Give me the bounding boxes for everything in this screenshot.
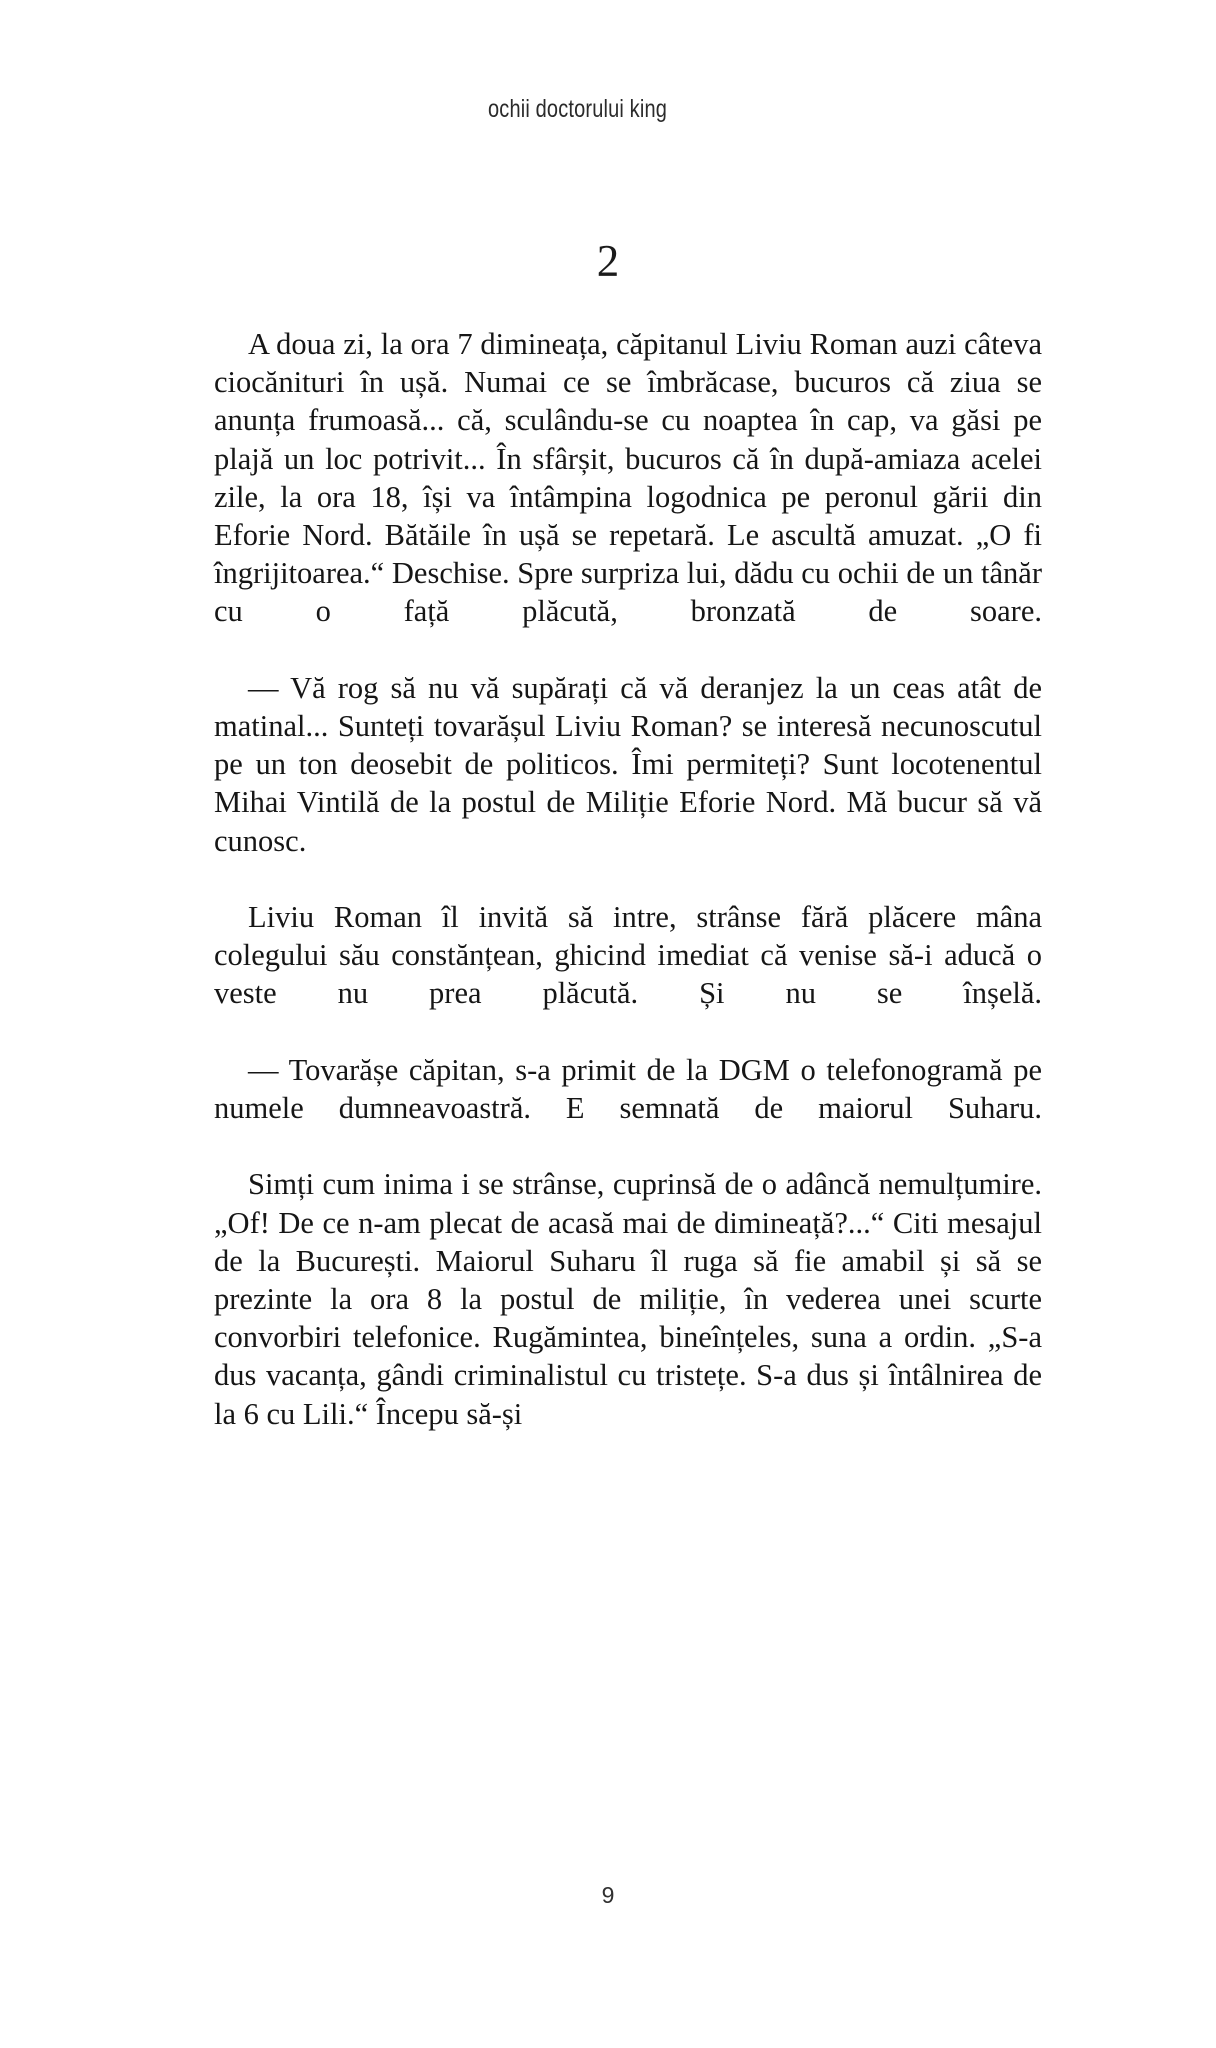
paragraph: Simți cum inima i se strânse, cuprinsă de o adâncă nemulțumire. „Of! De ce n-am plecat de acasă mai de dimineață?...“ Citi mesajul de la București. Maiorul Suharu îl ruga să fie amabil și să se prezinte la ora 8 la postul de miliție, în vederea unei scurte convorbiri telefonice. Rugămintea, bineînțeles, suna a ordin. „S-a dus vacanța, gândi criminalistul cu tristețe. S-a dus și întâlnirea de la 6 cu Lili.“ Începu să-și bbox=[214, 1167, 1042, 1431]
paragraph: — Tovarășe căpitan, s-a primit de la DGM o telefonogramă pe numele dumneavoastră. E semnată de maiorul Suharu. bbox=[214, 1052, 1042, 1126]
paragraph: — Vă rog să nu vă supărați că vă deranjez la un ceas atât de matinal... Sunteți tovarășul Liviu Roman? se interesă necunoscutul pe un ton deosebit de politicos. Îmi permiteți? Sunt locotenentul Mihai Vintilă de la postul de Miliție Eforie Nord. Mă bucur să vă cunosc. bbox=[214, 670, 1042, 858]
running-header: ochii doctorului king bbox=[488, 95, 668, 123]
paragraph: A doua zi, la ora 7 dimineața, căpitanul Liviu Roman auzi câteva ciocănituri în ușă. Numai ce se îmbrăcase, bucuros că ziua se anunța frumoasă... că, sculându-se cu noaptea în cap, va găsi pe plajă un loc potrivit... În sfârșit, bucuros că în după-amiaza acelei zile, la ora 18, își va întâmpina logodnica pe peronul gării din Eforie Nord. Bătăile în ușă se repetară. Le ascultă amuzat. „O fi îngrijitoarea.“ Deschise. Spre surpriza lui, dădu cu ochii de un tânăr cu o față plăcută, bronzată de soare. bbox=[214, 327, 1042, 629]
body-text-block bbox=[214, 325, 1042, 1433]
chapter-number: 2 bbox=[596, 236, 620, 286]
paragraph: Liviu Roman îl invită să intre, strânse fără plăcere mâna colegului său constănțean, ghicind imediat că venise să-i aducă o veste nu prea plăcută. Și nu se înșelă. bbox=[214, 900, 1042, 1011]
page-number: 9 bbox=[601, 1882, 615, 1908]
